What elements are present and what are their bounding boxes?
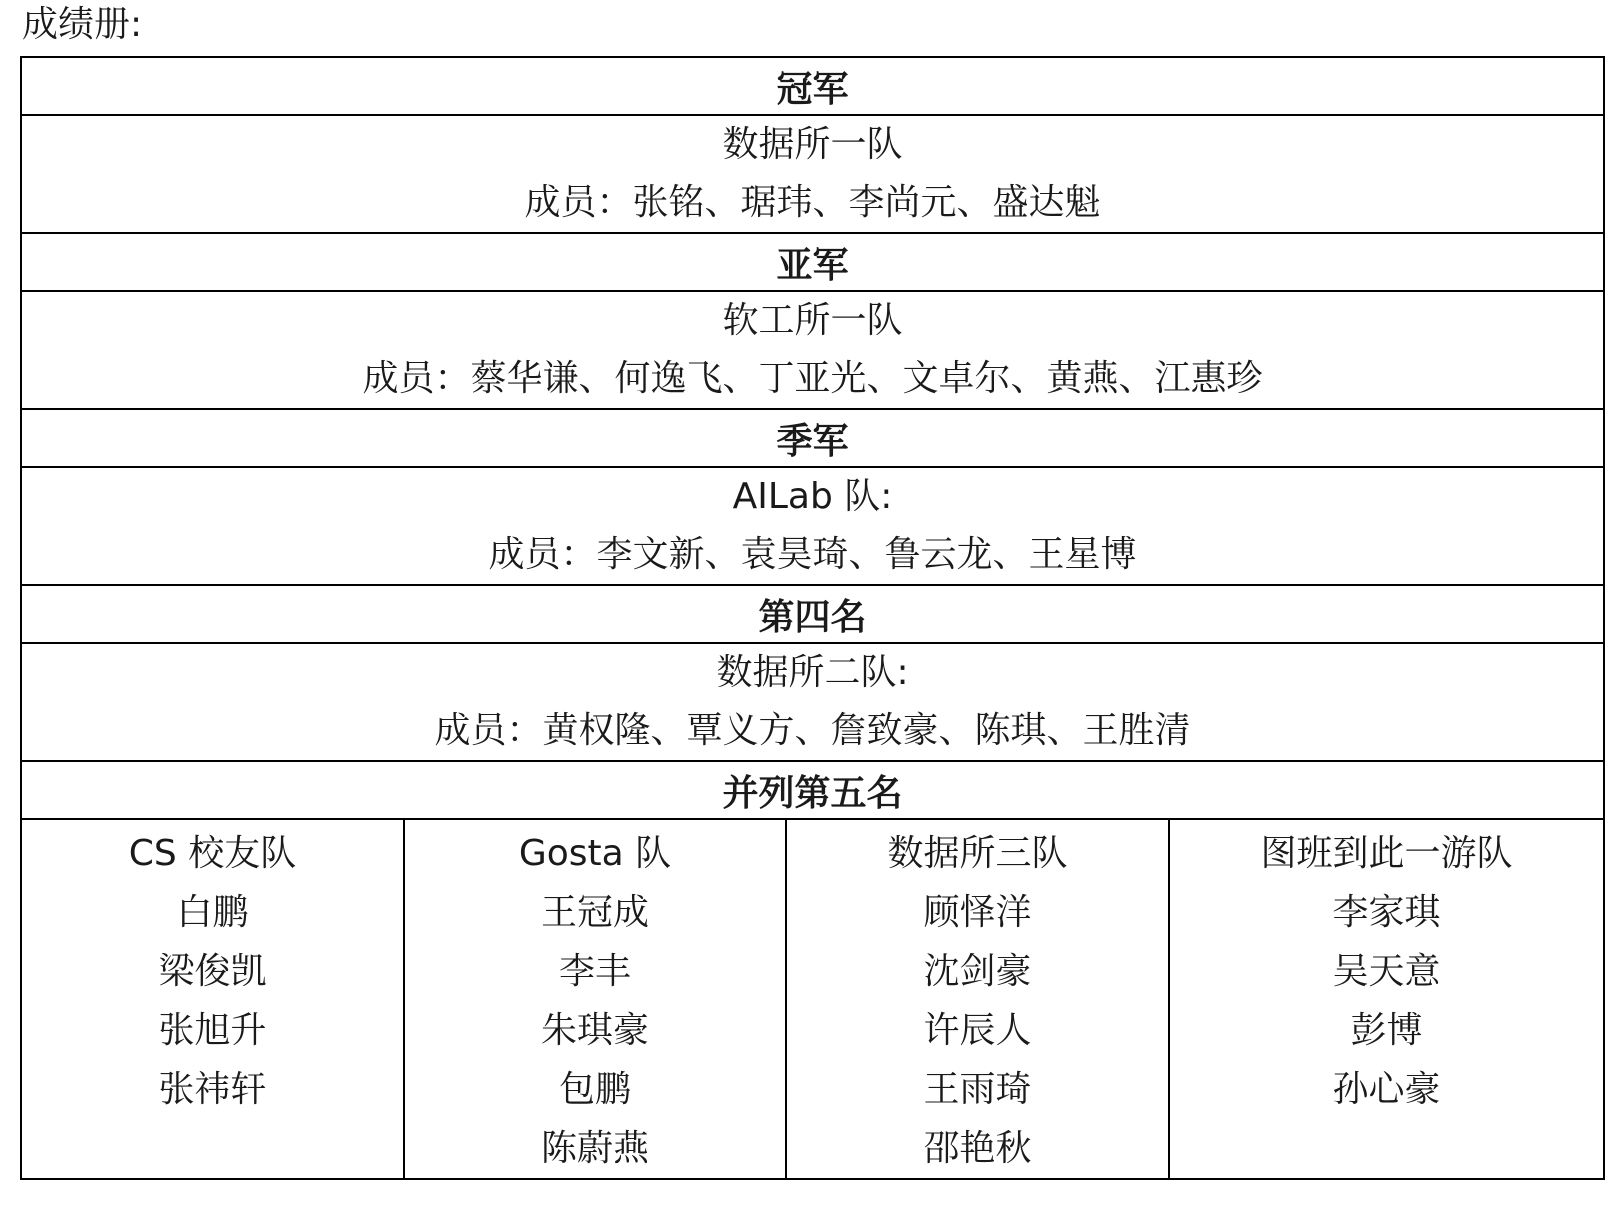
fifth-teams-row [21,819,1604,1179]
fifth-team-name: 数据所三队 [887,833,1068,874]
runner-up-team-name: 软工所一队 [722,300,903,341]
fifth-team-member: 吴天意 [1332,951,1441,992]
fourth-rank-cell: 第四名 [21,585,1604,643]
fifth-team-member: 邵艳秋 [923,1128,1032,1169]
third-team-cell [21,467,1604,585]
fifth-team-member: 许辰人 [923,1010,1032,1051]
champion-team-members: 成员：张铭、琚玮、李尚元、盛达魁 [524,182,1101,223]
fifth-team-member: 包鹏 [558,1069,631,1110]
third-team-row [21,467,1604,585]
fifth-team-member: 朱琪豪 [540,1010,649,1051]
fifth-team-member: 彭博 [1350,1010,1423,1051]
fourth-team-cell [21,643,1604,761]
runner-up-team-row [21,291,1604,409]
fifth-team-member: 李丰 [558,951,631,992]
fifth-team-member: 孙心豪 [1332,1069,1441,1110]
third-rank-row [21,409,1604,467]
fifth-team-member: 王冠成 [540,892,649,933]
fifth-team-member: 陈蔚燕 [540,1128,649,1169]
champion-rank-row [21,57,1604,115]
fifth-team-column [1169,819,1604,1179]
fifth-team-member: 张旭升 [158,1010,267,1051]
fifth-team-member: 白鹏 [176,892,249,933]
results-table [20,56,1605,1180]
fifth-team-member: 张祎轩 [158,1069,267,1110]
fifth-team-name: Gosta 队 [518,833,672,874]
fifth-team-column [404,819,786,1179]
runner-up-team-members: 成员：蔡华谦、何逸飞、丁亚光、文卓尔、黄燕、江惠珍 [362,358,1263,399]
fourth-team-members: 成员：黄权隆、覃义方、詹致豪、陈琪、王胜清 [434,710,1191,751]
runner-up-rank-row [21,233,1604,291]
fourth-rank-row [21,585,1604,643]
runner-up-rank-cell: 亚军 [21,233,1604,291]
fifth-team-column [786,819,1169,1179]
champion-team-cell [21,115,1604,233]
document-title: 成绩册: [22,4,143,45]
fifth-team-member: 李家琪 [1332,892,1441,933]
fifth-team-member: 顾怿洋 [923,892,1032,933]
fourth-team-name: 数据所二队: [716,652,909,693]
fifth-team-name: 图班到此一游队 [1260,833,1513,874]
fifth-team-name: CS 校友队 [128,833,297,874]
runner-up-team-cell [21,291,1604,409]
champion-team-name: 数据所一队 [722,124,903,165]
fifth-team-member: 王雨琦 [923,1069,1032,1110]
champion-team-row [21,115,1604,233]
champion-rank-cell: 冠军 [21,57,1604,115]
fourth-team-row [21,643,1604,761]
fifth-team-member: 梁俊凯 [158,951,267,992]
third-team-members: 成员：李文新、袁昊琦、鲁云龙、王星博 [488,534,1137,575]
fifth-rank-cell: 并列第五名 [21,761,1604,819]
third-rank-cell: 季军 [21,409,1604,467]
fifth-team-member: 沈剑豪 [923,951,1032,992]
fifth-team-column [21,819,404,1179]
third-team-name: AILab 队: [732,476,893,517]
fifth-rank-row [21,761,1604,819]
